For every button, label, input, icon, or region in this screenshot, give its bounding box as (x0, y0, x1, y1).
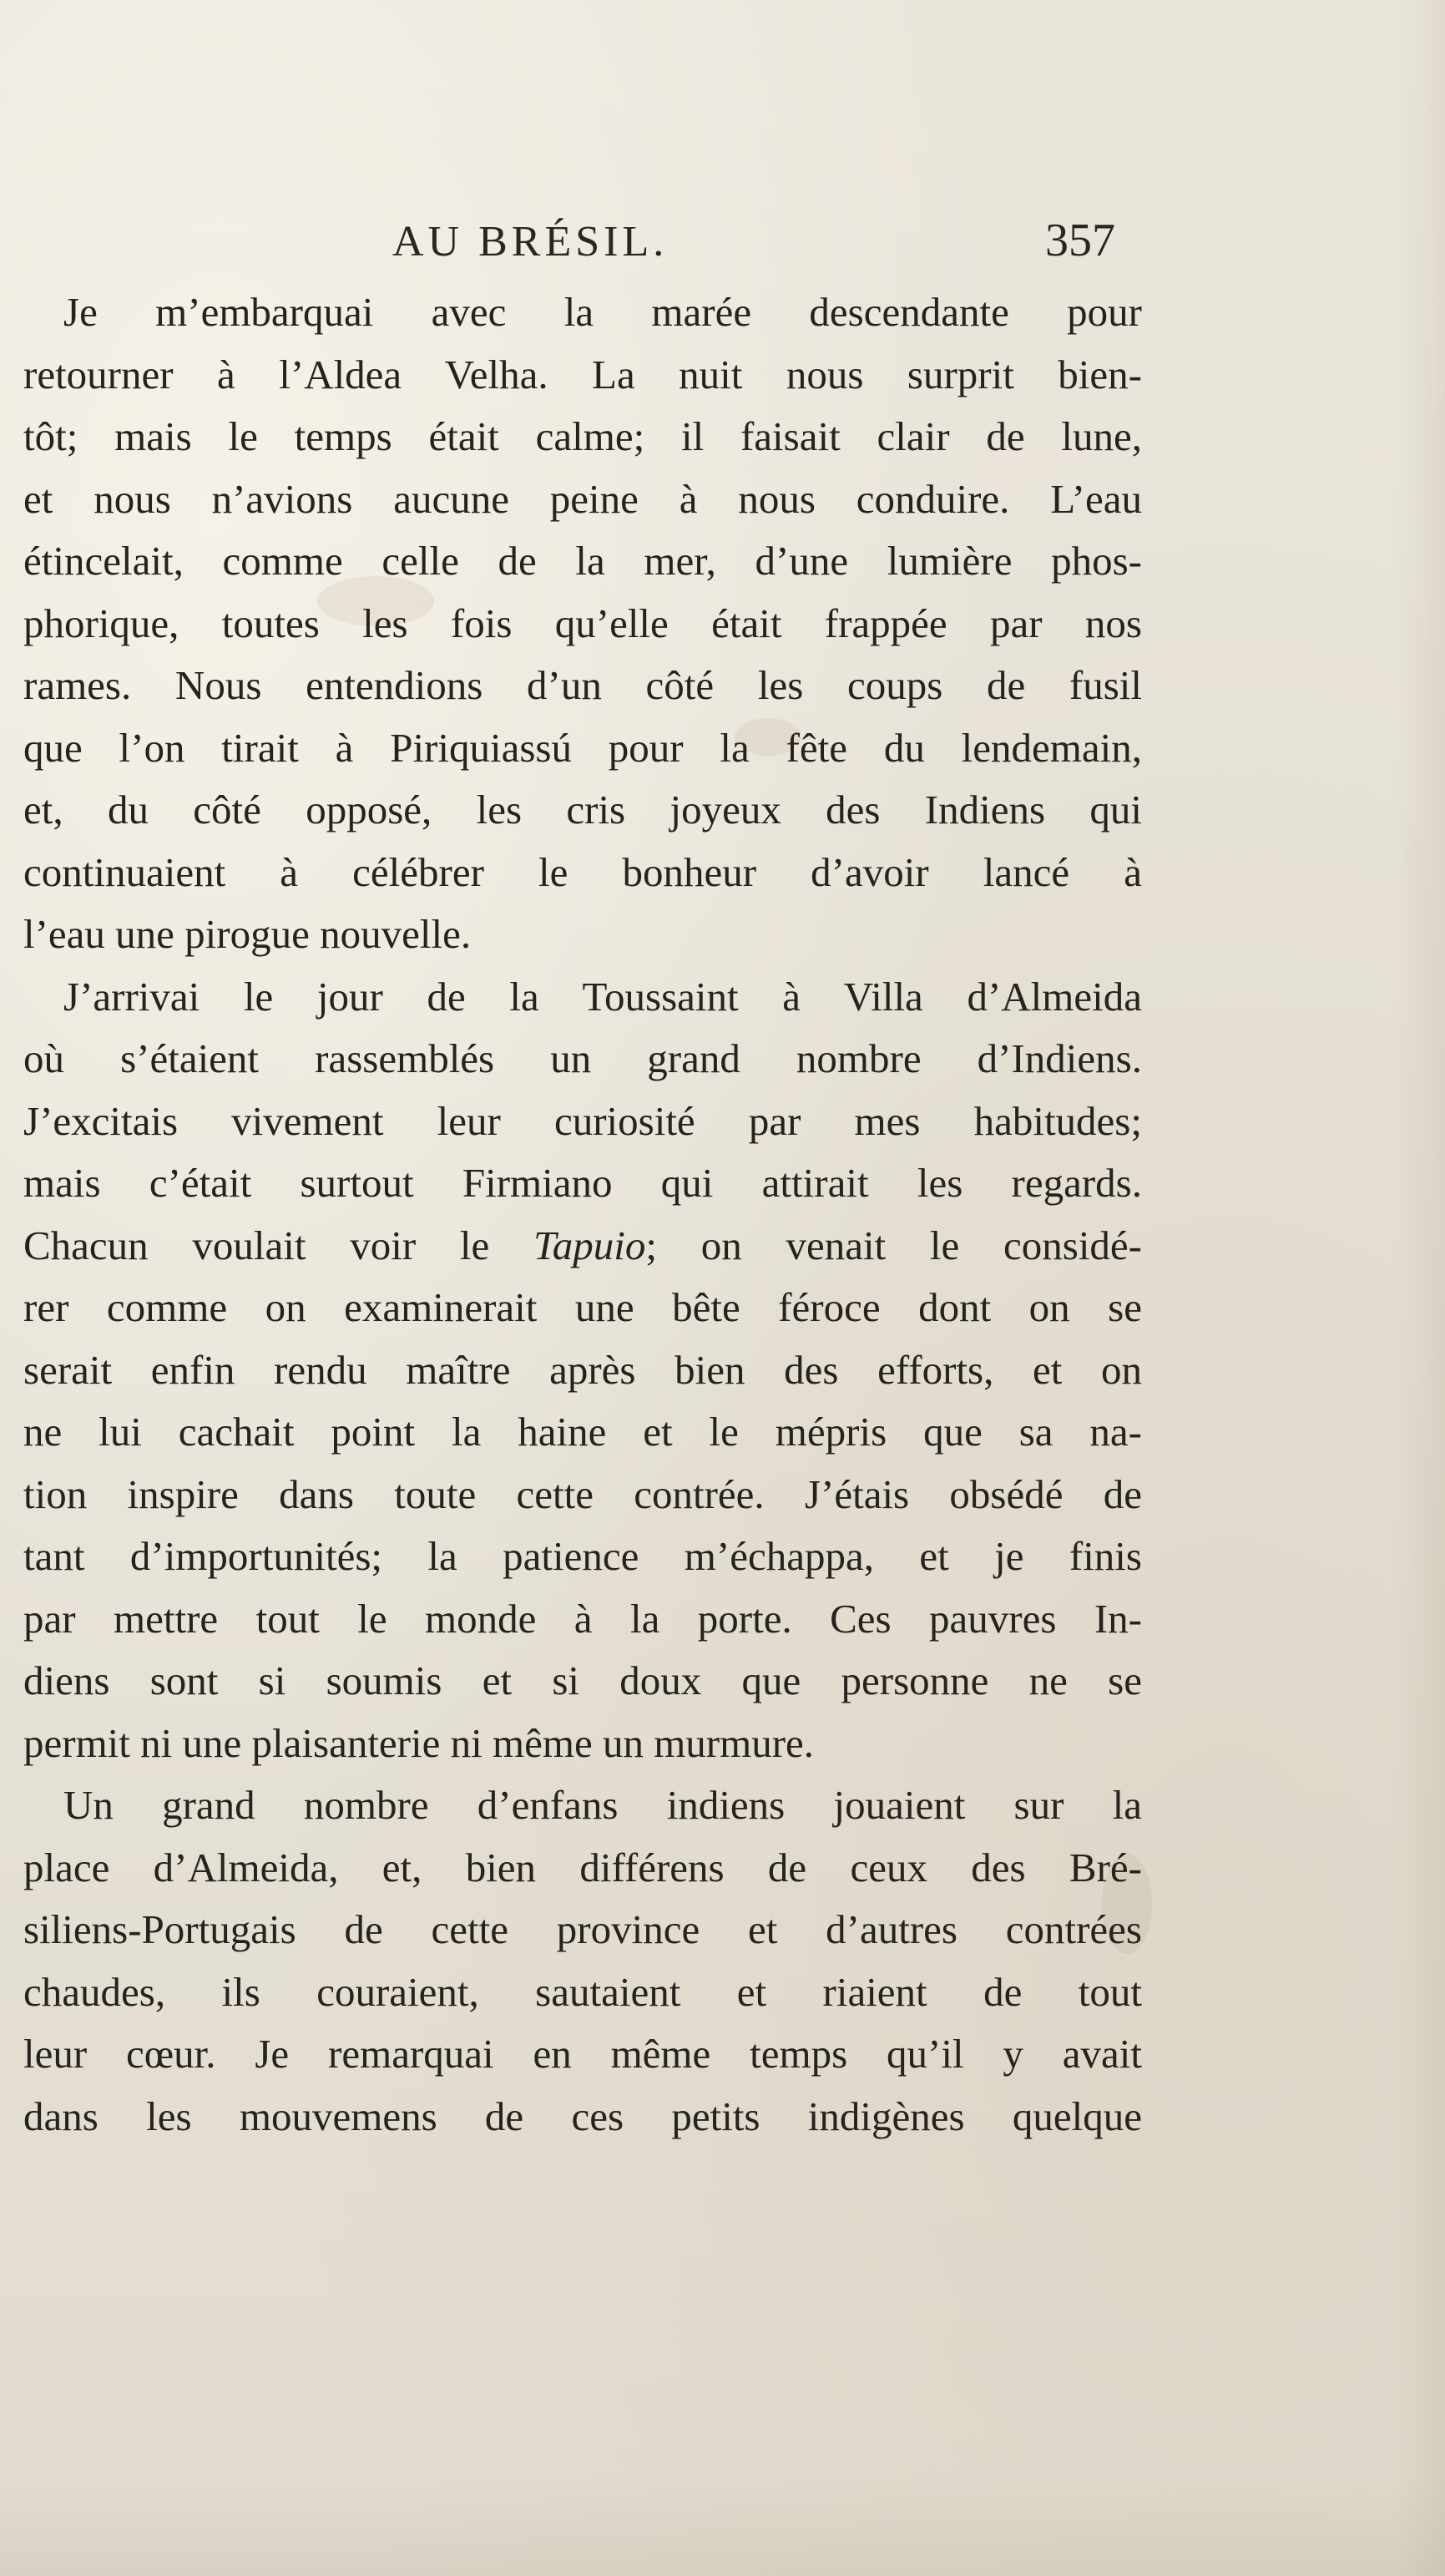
running-head: AU BRÉSIL. (392, 218, 669, 266)
text-line: chaudes, ils couraient, sautaient et riaient de tout (23, 1968, 1142, 2015)
text-line: diens sont si soumis et si doux que personne ne se (23, 1657, 1142, 1703)
page-header (0, 209, 1445, 276)
paragraph (23, 1774, 1142, 2148)
text-line: siliens-Portugais de cette province et d’autres contrées (23, 1906, 1142, 1952)
text-line: que l’on tirait à Piriquiassú pour la fête du lendemain, (23, 724, 1142, 771)
text-line: tant d’importunités; la patience m’échappa, et je finis (23, 1533, 1142, 1579)
text-line: place d’Almeida, et, bien différens de ceux des Bré- (23, 1844, 1142, 1890)
paragraph (23, 966, 1142, 1775)
text-line: et, du côté opposé, les cris joyeux des Indiens qui (23, 787, 1142, 833)
text-line: serait enfin rendu maître après bien des efforts, et on (23, 1346, 1142, 1393)
text-line: tion inspire dans toute cette contrée. J’étais obsédé de (23, 1470, 1142, 1517)
text-line: phorique, toutes les fois qu’elle était frappée par nos (23, 600, 1142, 646)
text-line: Je m’embarquai avec la marée descendante pour (63, 289, 1142, 335)
text-line: Un grand nombre d’enfans indiens jouaient sur la (63, 1782, 1142, 1828)
text-line: J’arrivai le jour de la Toussaint à Villa d’Almeida (63, 973, 1142, 1020)
text-line: ne lui cachait point la haine et le mépris que sa na- (23, 1409, 1142, 1455)
text-line: mais c’était surtout Firmiano qui attirait les regards. (23, 1160, 1142, 1206)
text-line: où s’étaient rassemblés un grand nombre d’Indiens. (23, 1035, 1142, 1081)
text-line-mixed (23, 1215, 1142, 1278)
text-line: continuaient à célébrer le bonheur d’avoir lancé à (23, 848, 1142, 895)
text-line: étincelait, comme celle de la mer, d’une lumière phos- (23, 538, 1142, 584)
text-line: J’excitais vivement leur curiosité par mes habitudes; (23, 1097, 1142, 1144)
text-line: rer comme on examinerait une bête féroce dont on se (23, 1284, 1142, 1330)
page-edge-shadow (1395, 0, 1445, 2576)
text-line: dans les mouvemens de ces petits indigènes quelque (23, 2093, 1142, 2139)
page-bottom-shadow (0, 2476, 1445, 2576)
text-line: leur cœur. Je remarquai en même temps qu’il y avait (23, 2031, 1142, 2077)
text-line: tôt; mais le temps était calme; il faisait clair de lune, (23, 413, 1142, 459)
text-line: permit ni une plaisanterie ni même un murmure. (23, 1719, 815, 1766)
text-fragment: Chacun voulait voir le (23, 1222, 490, 1268)
text-line: rames. Nous entendions d’un côté les coups de fusil (23, 662, 1142, 708)
text-fragment: ; on venait le considé- (645, 1222, 1142, 1268)
text-line: l’eau une pirogue nouvelle. (23, 911, 472, 957)
text-line: retourner à l’Aldea Velha. La nuit nous surprit bien- (23, 351, 1142, 397)
text-line: par mettre tout le monde à la porte. Ces pauvres In- (23, 1595, 1142, 1642)
italic-word: Tapuio (533, 1222, 646, 1268)
page-number: 357 (1045, 215, 1115, 266)
body-text (23, 281, 1142, 2148)
text-line: et nous n’avions aucune peine à nous conduire. L’eau (23, 475, 1142, 522)
paragraph (23, 281, 1142, 966)
